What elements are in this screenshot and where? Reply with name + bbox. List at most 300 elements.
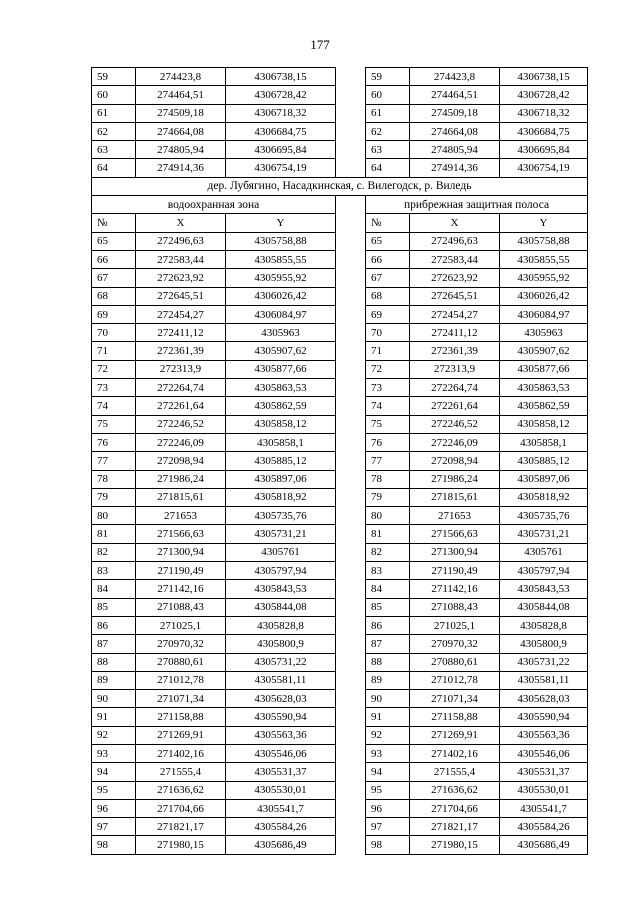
coord-x: 271636,62	[136, 781, 226, 799]
coord-x: 272411,12	[410, 324, 500, 342]
table-row	[92, 781, 588, 799]
coord-y: 4305758,88	[226, 232, 336, 250]
coord-x: 271190,49	[136, 562, 226, 580]
point-number: 75	[366, 415, 410, 433]
table-gap	[336, 196, 366, 214]
table-row	[92, 122, 588, 140]
point-number: 96	[366, 799, 410, 817]
table-row	[92, 763, 588, 781]
point-number: 71	[366, 342, 410, 360]
coord-x: 271653	[410, 507, 500, 525]
coord-y: 4305877,66	[500, 360, 588, 378]
coord-y: 4305843,53	[500, 580, 588, 598]
coord-y: 4305855,55	[226, 250, 336, 268]
coord-y: 4305531,37	[500, 763, 588, 781]
point-number: 68	[366, 287, 410, 305]
point-number: 69	[92, 305, 136, 323]
coord-y: 4305863,53	[226, 379, 336, 397]
point-number: 72	[92, 360, 136, 378]
coord-y: 4305628,03	[226, 690, 336, 708]
table-gap	[336, 324, 366, 342]
coord-x: 272313,9	[410, 360, 500, 378]
coord-x: 271158,88	[410, 708, 500, 726]
coord-y: 4306026,42	[226, 287, 336, 305]
table-gap	[336, 104, 366, 122]
coord-x: 271012,78	[136, 671, 226, 689]
point-number: 84	[92, 580, 136, 598]
col-header-x: X	[136, 214, 226, 232]
table-row	[92, 543, 588, 561]
table-gap	[336, 744, 366, 762]
table-row	[92, 799, 588, 817]
table-row	[92, 580, 588, 598]
coord-x: 272246,52	[410, 415, 500, 433]
point-number: 77	[92, 452, 136, 470]
coord-x: 271653	[136, 507, 226, 525]
coord-y: 4306684,75	[226, 122, 336, 140]
col-header-x: X	[410, 214, 500, 232]
coord-y: 4305731,22	[226, 653, 336, 671]
table-row	[92, 141, 588, 159]
coord-x: 274805,94	[136, 141, 226, 159]
coord-y: 4305863,53	[500, 379, 588, 397]
table-gap	[336, 543, 366, 561]
table-row	[92, 818, 588, 836]
point-number: 97	[366, 818, 410, 836]
coord-x: 272645,51	[136, 287, 226, 305]
coord-x: 271088,43	[136, 598, 226, 616]
coord-x: 271269,91	[136, 726, 226, 744]
coord-x: 274423,8	[410, 68, 500, 86]
coord-y: 4305628,03	[500, 690, 588, 708]
point-number: 77	[366, 452, 410, 470]
col-header-number: №	[366, 214, 410, 232]
table-row	[92, 68, 588, 86]
coord-y: 4305758,88	[500, 232, 588, 250]
coord-y: 4305907,62	[500, 342, 588, 360]
table-gap	[336, 305, 366, 323]
point-number: 84	[366, 580, 410, 598]
coord-x: 272246,09	[410, 433, 500, 451]
table-gap	[336, 580, 366, 598]
coord-y: 4305581,11	[226, 671, 336, 689]
point-number: 85	[366, 598, 410, 616]
point-number: 67	[92, 269, 136, 287]
point-number: 86	[92, 616, 136, 634]
point-number: 95	[366, 781, 410, 799]
coord-y: 4305731,21	[500, 525, 588, 543]
coord-y: 4305686,49	[226, 836, 336, 854]
table-gap	[336, 507, 366, 525]
point-number: 62	[92, 122, 136, 140]
coord-y: 4305897,06	[226, 470, 336, 488]
point-number: 96	[92, 799, 136, 817]
point-number: 98	[92, 836, 136, 854]
point-number: 94	[92, 763, 136, 781]
coord-y: 4305797,94	[500, 562, 588, 580]
table-row	[92, 397, 588, 415]
coord-y: 4306695,84	[226, 141, 336, 159]
coord-x: 274664,08	[136, 122, 226, 140]
table-gap	[336, 250, 366, 268]
coord-y: 4305761	[226, 543, 336, 561]
point-number: 60	[92, 86, 136, 104]
coord-y: 4305885,12	[226, 452, 336, 470]
coord-y: 4305862,59	[500, 397, 588, 415]
point-number: 86	[366, 616, 410, 634]
coord-x: 271025,1	[136, 616, 226, 634]
coord-y: 4305862,59	[226, 397, 336, 415]
point-number: 81	[366, 525, 410, 543]
coord-x: 272261,64	[410, 397, 500, 415]
coord-y: 4306026,42	[500, 287, 588, 305]
point-number: 94	[366, 763, 410, 781]
point-number: 71	[92, 342, 136, 360]
table-row	[92, 598, 588, 616]
coord-x: 274914,36	[136, 159, 226, 177]
coord-x: 271821,17	[136, 818, 226, 836]
coord-y: 4305761	[500, 543, 588, 561]
table-row	[92, 562, 588, 580]
table-row	[92, 836, 588, 854]
point-number: 82	[92, 543, 136, 561]
point-number: 78	[366, 470, 410, 488]
coord-x: 272411,12	[136, 324, 226, 342]
point-number: 65	[92, 232, 136, 250]
point-number: 78	[92, 470, 136, 488]
coord-y: 4305797,94	[226, 562, 336, 580]
coord-y: 4305877,66	[226, 360, 336, 378]
coord-y: 4305735,76	[226, 507, 336, 525]
point-number: 72	[366, 360, 410, 378]
point-number: 95	[92, 781, 136, 799]
coord-y: 4306728,42	[226, 86, 336, 104]
coord-y: 4306754,19	[500, 159, 588, 177]
coord-y: 4305828,8	[500, 616, 588, 634]
table-gap	[336, 397, 366, 415]
coord-y: 4305590,94	[500, 708, 588, 726]
coord-x: 271980,15	[410, 836, 500, 854]
coord-x: 272583,44	[136, 250, 226, 268]
point-number: 64	[92, 159, 136, 177]
table-gap	[336, 708, 366, 726]
table-row	[92, 726, 588, 744]
point-number: 79	[366, 488, 410, 506]
coord-x: 270970,32	[136, 635, 226, 653]
coord-y: 4305731,22	[500, 653, 588, 671]
table-gap	[336, 781, 366, 799]
coord-y: 4305855,55	[500, 250, 588, 268]
table-row	[92, 232, 588, 250]
coord-x: 271300,94	[410, 543, 500, 561]
coord-x: 272361,39	[136, 342, 226, 360]
coord-x: 271402,16	[136, 744, 226, 762]
table-gap	[336, 159, 366, 177]
coord-y: 4306718,32	[226, 104, 336, 122]
coord-y: 4305584,26	[226, 818, 336, 836]
coord-y: 4306754,19	[226, 159, 336, 177]
coord-y: 4306728,42	[500, 86, 588, 104]
col-header-y: Y	[226, 214, 336, 232]
point-number: 92	[366, 726, 410, 744]
table-gap	[336, 379, 366, 397]
point-number: 80	[366, 507, 410, 525]
table-row	[92, 671, 588, 689]
coord-y: 4305897,06	[500, 470, 588, 488]
table-gap	[336, 616, 366, 634]
coord-x: 272623,92	[410, 269, 500, 287]
coord-y: 4305541,7	[500, 799, 588, 817]
table-gap	[336, 799, 366, 817]
coord-x: 271269,91	[410, 726, 500, 744]
table-row	[92, 360, 588, 378]
table-gap	[336, 818, 366, 836]
coord-x: 272645,51	[410, 287, 500, 305]
zone-left-header: водоохранная зона	[92, 196, 336, 214]
table-gap	[336, 232, 366, 250]
point-number: 91	[366, 708, 410, 726]
table-gap	[336, 415, 366, 433]
coord-x: 274464,51	[136, 86, 226, 104]
point-number: 59	[366, 68, 410, 86]
table-gap	[336, 68, 366, 86]
point-number: 74	[366, 397, 410, 415]
coord-x: 271815,61	[136, 488, 226, 506]
point-number: 70	[92, 324, 136, 342]
coord-x: 274509,18	[410, 104, 500, 122]
point-number: 81	[92, 525, 136, 543]
point-number: 73	[92, 379, 136, 397]
table-row	[92, 433, 588, 451]
column-header-row	[92, 214, 588, 232]
coord-x: 272098,94	[410, 452, 500, 470]
point-number: 63	[92, 141, 136, 159]
table-gap	[336, 836, 366, 854]
coord-x: 271986,24	[136, 470, 226, 488]
point-number: 89	[92, 671, 136, 689]
coord-y: 4305818,92	[226, 488, 336, 506]
coord-x: 271555,4	[136, 763, 226, 781]
table-row	[92, 250, 588, 268]
coord-x: 274805,94	[410, 141, 500, 159]
table-row	[92, 415, 588, 433]
coord-y: 4305546,06	[226, 744, 336, 762]
coord-x: 274914,36	[410, 159, 500, 177]
table-row	[92, 104, 588, 122]
coord-y: 4305731,21	[226, 525, 336, 543]
point-number: 87	[92, 635, 136, 653]
coord-y: 4305844,08	[226, 598, 336, 616]
table-gap	[336, 452, 366, 470]
point-number: 76	[366, 433, 410, 451]
coord-x: 271071,34	[136, 690, 226, 708]
coord-x: 271402,16	[410, 744, 500, 762]
table-row	[92, 507, 588, 525]
coord-y: 4305735,76	[500, 507, 588, 525]
table-gap	[336, 726, 366, 744]
point-number: 70	[366, 324, 410, 342]
table-row	[92, 708, 588, 726]
table-gap	[336, 141, 366, 159]
coord-y: 4306738,15	[226, 68, 336, 86]
table-gap	[336, 562, 366, 580]
point-number: 76	[92, 433, 136, 451]
point-number: 90	[92, 690, 136, 708]
col-header-y: Y	[500, 214, 588, 232]
coordinates-table	[91, 67, 588, 855]
coord-y: 4305828,8	[226, 616, 336, 634]
coord-x: 270880,61	[136, 653, 226, 671]
table-row	[92, 324, 588, 342]
table-gap	[336, 671, 366, 689]
point-number: 91	[92, 708, 136, 726]
table-gap	[336, 269, 366, 287]
coord-y: 4305843,53	[226, 580, 336, 598]
coord-x: 271566,63	[410, 525, 500, 543]
table-row	[92, 653, 588, 671]
coord-x: 272496,63	[136, 232, 226, 250]
table-gap	[336, 690, 366, 708]
table-gap	[336, 360, 366, 378]
zone-right-header: прибрежная защитная полоса	[366, 196, 588, 214]
point-number: 83	[366, 562, 410, 580]
coord-y: 4306695,84	[500, 141, 588, 159]
coord-x: 272623,92	[136, 269, 226, 287]
table-gap	[336, 287, 366, 305]
coord-x: 271821,17	[410, 818, 500, 836]
coord-x: 272454,27	[410, 305, 500, 323]
coord-y: 4305955,92	[226, 269, 336, 287]
coord-x: 271142,16	[136, 580, 226, 598]
coord-y: 4305541,7	[226, 799, 336, 817]
point-number: 59	[92, 68, 136, 86]
table-gap	[336, 635, 366, 653]
coord-x: 272264,74	[136, 379, 226, 397]
coord-x: 272246,09	[136, 433, 226, 451]
point-number: 68	[92, 287, 136, 305]
coord-y: 4305858,1	[500, 433, 588, 451]
point-number: 67	[366, 269, 410, 287]
coord-y: 4305546,06	[500, 744, 588, 762]
coord-x: 272264,74	[410, 379, 500, 397]
point-number: 65	[366, 232, 410, 250]
coord-y: 4305584,26	[500, 818, 588, 836]
coord-y: 4305844,08	[500, 598, 588, 616]
coord-x: 272454,27	[136, 305, 226, 323]
table-row	[92, 635, 588, 653]
coord-x: 271158,88	[136, 708, 226, 726]
point-number: 93	[92, 744, 136, 762]
point-number: 85	[92, 598, 136, 616]
coord-x: 271088,43	[410, 598, 500, 616]
table-row	[92, 379, 588, 397]
table-gap	[336, 433, 366, 451]
coord-y: 4305686,49	[500, 836, 588, 854]
table-gap	[336, 214, 366, 232]
coord-x: 274664,08	[410, 122, 500, 140]
coord-y: 4305858,12	[500, 415, 588, 433]
coord-y: 4306684,75	[500, 122, 588, 140]
coord-x: 271704,66	[410, 799, 500, 817]
point-number: 88	[92, 653, 136, 671]
coord-x: 272496,63	[410, 232, 500, 250]
coord-x: 274464,51	[410, 86, 500, 104]
point-number: 61	[366, 104, 410, 122]
coord-x: 271025,1	[410, 616, 500, 634]
coord-y: 4305858,12	[226, 415, 336, 433]
table-gap	[336, 86, 366, 104]
coord-x: 270970,32	[410, 635, 500, 653]
table-gap	[336, 598, 366, 616]
coord-x: 271986,24	[410, 470, 500, 488]
table-row	[92, 744, 588, 762]
table-row	[92, 616, 588, 634]
point-number: 61	[92, 104, 136, 122]
table-row	[92, 690, 588, 708]
point-number: 66	[366, 250, 410, 268]
point-number: 98	[366, 836, 410, 854]
coord-y: 4305563,36	[500, 726, 588, 744]
coord-y: 4306084,97	[500, 305, 588, 323]
coord-y: 4305955,92	[500, 269, 588, 287]
table-gap	[336, 763, 366, 781]
table-row	[92, 269, 588, 287]
table-row	[92, 342, 588, 360]
point-number: 83	[92, 562, 136, 580]
table-row	[92, 525, 588, 543]
table-row	[92, 305, 588, 323]
point-number: 89	[366, 671, 410, 689]
coord-y: 4305907,62	[226, 342, 336, 360]
point-number: 63	[366, 141, 410, 159]
coord-x: 272261,64	[136, 397, 226, 415]
coord-x: 271300,94	[136, 543, 226, 561]
coord-x: 271815,61	[410, 488, 500, 506]
coord-x: 270880,61	[410, 653, 500, 671]
coord-y: 4305885,12	[500, 452, 588, 470]
coord-y: 4305818,92	[500, 488, 588, 506]
point-number: 87	[366, 635, 410, 653]
table-row	[92, 287, 588, 305]
point-number: 60	[366, 86, 410, 104]
table-gap	[336, 342, 366, 360]
point-number: 69	[366, 305, 410, 323]
table-row	[92, 488, 588, 506]
coord-x: 271566,63	[136, 525, 226, 543]
coord-y: 4305963	[226, 324, 336, 342]
coord-x: 271636,62	[410, 781, 500, 799]
table-gap	[336, 122, 366, 140]
coord-y: 4306084,97	[226, 305, 336, 323]
table-row	[92, 470, 588, 488]
coord-x: 272361,39	[410, 342, 500, 360]
point-number: 62	[366, 122, 410, 140]
point-number: 92	[92, 726, 136, 744]
coord-x: 272098,94	[136, 452, 226, 470]
col-header-number: №	[92, 214, 136, 232]
point-number: 97	[92, 818, 136, 836]
coord-x: 271142,16	[410, 580, 500, 598]
table-gap	[336, 470, 366, 488]
coord-x: 271012,78	[410, 671, 500, 689]
coord-y: 4305800,9	[500, 635, 588, 653]
coord-x: 271980,15	[136, 836, 226, 854]
table-row	[92, 159, 588, 177]
coord-y: 4305963	[500, 324, 588, 342]
point-number: 73	[366, 379, 410, 397]
coord-y: 4306738,15	[500, 68, 588, 86]
table-row	[92, 86, 588, 104]
